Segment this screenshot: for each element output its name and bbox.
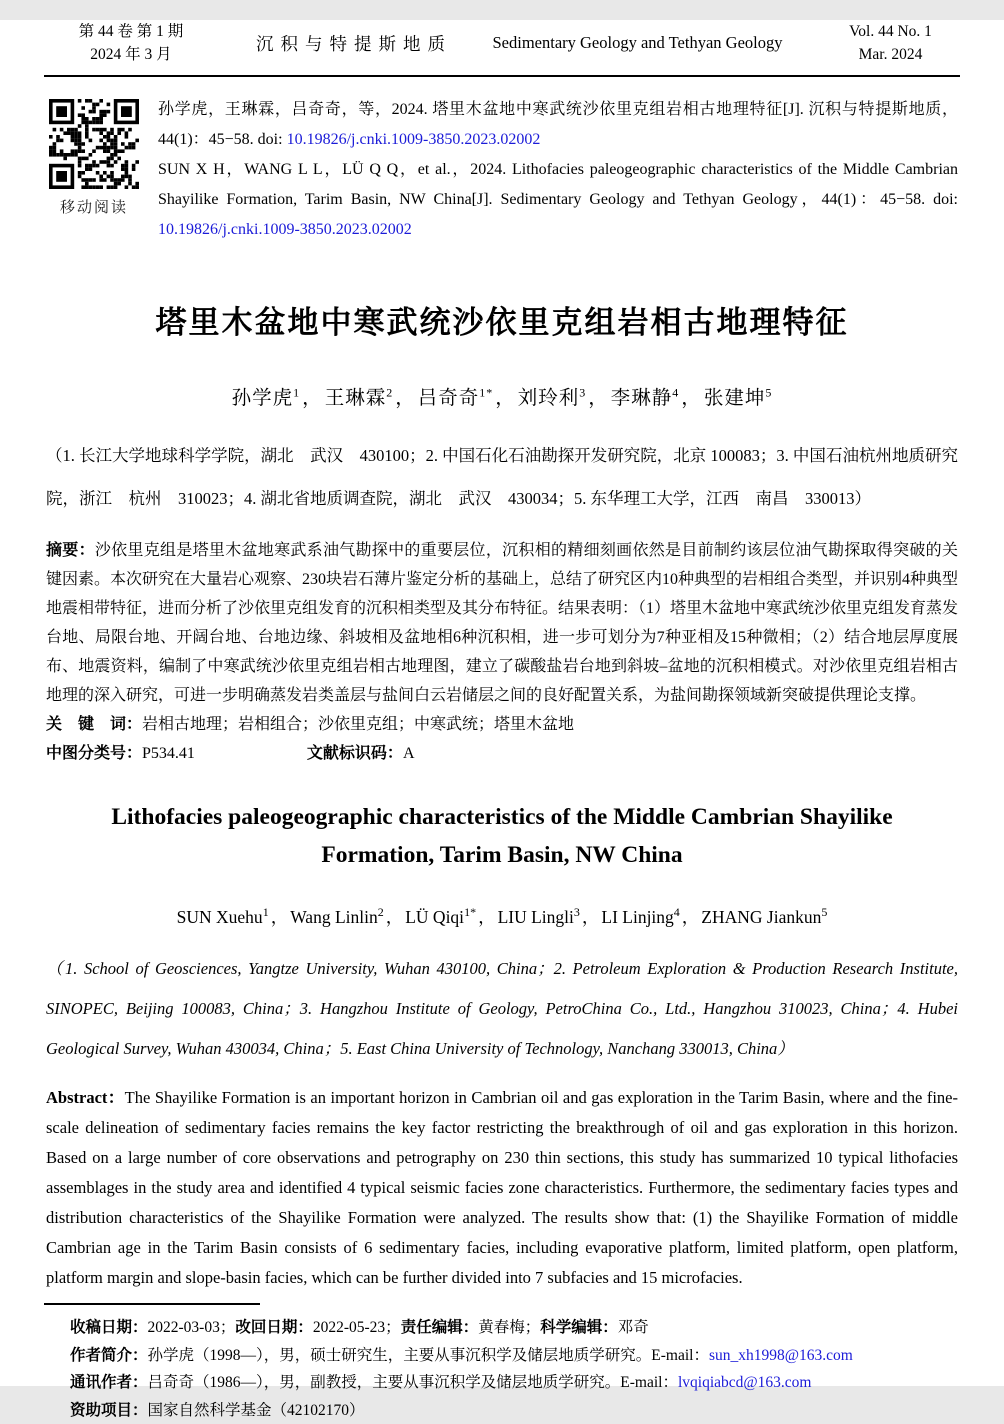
corresponding-label: 通讯作者：: [70, 1374, 148, 1391]
journal-header: [46, 20, 958, 66]
science-editor-label: 科学编辑：: [540, 1319, 618, 1336]
abstract-label-en: Abstract：: [46, 1088, 125, 1107]
author-en: LIU Lingli$^3$: [498, 907, 580, 927]
author-separator: ，: [680, 907, 702, 927]
author-cn: 李琳静$^4$: [611, 388, 680, 409]
keywords-label: 关 键 词：: [46, 716, 142, 733]
funding-label: 资助项目：: [70, 1402, 148, 1419]
keywords-line: [46, 710, 958, 739]
editor-label: 责任编辑：: [401, 1319, 479, 1336]
footnote-rule: [44, 1303, 260, 1305]
volume-info: [823, 20, 958, 66]
bio-label: 作者简介：: [70, 1347, 148, 1364]
author-en: Wang Linlin$^2$: [290, 907, 384, 927]
author-separator: ，: [493, 388, 518, 409]
funding-text: 国家自然科学基金（42102170）: [148, 1402, 365, 1419]
author-separator: ，: [580, 907, 602, 927]
author-en: LI Linjing$^4$: [601, 907, 679, 927]
author-cn: 孙学虎$^1$: [232, 388, 301, 409]
received-date: 2022-03-03；: [148, 1319, 236, 1336]
received-label: 收稿日期：: [70, 1319, 148, 1336]
clc-value: P534.41: [142, 745, 195, 762]
keywords-text: 岩相古地理；岩相组合；沙依里克组；中寒武统；塔里木盆地: [142, 716, 574, 733]
author-cn: 王琳霖$^2$: [325, 388, 394, 409]
clc-label: 中图分类号：: [46, 745, 142, 762]
authors-cn: [0, 382, 1004, 410]
author-cn: 吕奇奇$^{1*}$: [418, 388, 494, 409]
author-separator: ，: [476, 907, 498, 927]
volume-number-en: Vol. 44 No. 1: [823, 20, 958, 43]
corresponding-email-link[interactable]: lvqiqiabcd@163.com: [678, 1374, 812, 1391]
editor-name: 黄春梅；: [478, 1319, 540, 1336]
footnote-funding: [46, 1397, 958, 1424]
citation-text: [158, 95, 958, 245]
bio-text: 孙学虎（1998—），男，硕士研究生，主要从事沉积学及储层地质学研究。E-mail：: [148, 1347, 709, 1364]
citation-block: [46, 95, 958, 245]
affiliations-en: （1. School of Geosciences, Yangtze University, Wuhan 430100, China；2. Petroleum Exploration & Production Research Institute, SINOPEC, Beijing 100083, China；3. Hangzhou Institute of Geology, PetroChina Co., Ltd., Hangzhou 310023, China；4. Hubei Geological Survey, Wuhan 430034, China；5. East China University of Technology, Nanchang 330013, China）: [46, 949, 958, 1069]
doc-code-value: A: [403, 745, 415, 762]
footnote-author-bio: [46, 1342, 958, 1370]
author-separator: ，: [679, 388, 704, 409]
qr-caption: 移动阅读: [46, 196, 142, 217]
revised-label: 改回日期：: [235, 1319, 313, 1336]
author-separator: ，: [269, 907, 291, 927]
citation-cn: [158, 95, 958, 155]
issue-info: [46, 20, 216, 66]
author-en: LÜ Qiqi$^{1*}$: [405, 907, 476, 927]
abstract-label-cn: 摘要：: [46, 542, 95, 559]
science-editor-name: 邓奇: [618, 1319, 649, 1336]
issue-date-cn: 2024 年 3 月: [46, 43, 216, 66]
author-cn: 张建坤$^5$: [704, 388, 773, 409]
qr-block: [46, 95, 142, 245]
author-en: SUN Xuehu$^1$: [177, 907, 269, 927]
author-separator: ，: [393, 388, 418, 409]
revised-date: 2022-05-23；: [313, 1319, 401, 1336]
citation-cn-text: 孙学虎，王琳霖，吕奇奇，等，2024. 塔里木盆地中寒武统沙依里克组岩相古地理特征[J]. 沉积与特提斯地质，44(1)：45−58. doi:: [158, 101, 958, 148]
classification-line: [46, 739, 958, 768]
journal-title-en: Sedimentary Geology and Tethyan Geology: [452, 33, 823, 53]
doi-link-en[interactable]: 10.19826/j.cnki.1009-3850.2023.02002: [158, 221, 412, 238]
footnote-dates: [46, 1314, 958, 1342]
citation-en: [158, 155, 958, 245]
author-separator: ，: [586, 388, 611, 409]
citation-en-text: SUN X H，WANG L L，LÜ Q Q，et al.，2024. Lithofacies paleogeographic characteristics of the Middle Cambrian Shayilike Formation, Tarim Basin, NW China[J]. Sedimentary Geology and Tethyan Geology，44(1)：45−58. doi:: [158, 161, 958, 208]
journal-title-cn: 沉积与特提斯地质: [256, 31, 452, 56]
abstract-text-cn: 沙依里克组是塔里木盆地寒武系油气勘探中的重要层位，沉积相的精细刻画依然是目前制约该层位油气勘探取得突破的关键因素。本次研究在大量岩心观察、230块岩石薄片鉴定分析的基础上，总结了研究区内10种典型的岩相组合类型，并识别4种典型地震相带特征，进而分析了沙依里克组发育的沉积相类型及其分布特征。结果表明：（1）塔里木盆地中寒武统沙依里克组发育蒸发台地、局限台地、开阔台地、台地边缘、斜坡相及盆地相6种沉积相，进一步可划分为7种亚相及15种微相；（2）结合地层厚度展布、地震资料，编制了中寒武统沙依里克组岩相古地理图，建立了碳酸盐岩台地到斜坡–盆地的沉积相模式。对沙依里克组岩相古地理的深入研究，可进一步明确蒸发岩类盖层与盐间白云岩储层之间的良好配置关系，为盐间勘探领域新突破提供理论支撑。: [46, 542, 958, 704]
doi-link-cn[interactable]: 10.19826/j.cnki.1009-3850.2023.02002: [287, 131, 541, 148]
author-email-link[interactable]: sun_xh1998@163.com: [709, 1347, 853, 1364]
author-cn: 刘玲利$^3$: [518, 388, 587, 409]
author-en: ZHANG Jiankun$^5$: [701, 907, 827, 927]
affiliations-cn: （1. 长江大学地球科学学院，湖北 武汉 430100；2. 中国石化石油勘探开发研究院，北京 100083；3. 中国石油杭州地质研究院，浙江 杭州 310023；4. 湖北省地质调查院，湖北 武汉 430034；5. 东华理工大学，江西 南昌 330013）: [46, 434, 958, 520]
footnote-corresponding: [46, 1369, 958, 1397]
abstract-cn: [46, 536, 958, 710]
authors-en: [0, 904, 1004, 929]
author-separator: ，: [300, 388, 325, 409]
author-separator: ，: [384, 907, 406, 927]
volume-date-en: Mar. 2024: [823, 43, 958, 66]
corresponding-text: 吕奇奇（1986—），男，副教授，主要从事沉积学及储层地质学研究。E-mail：: [148, 1374, 678, 1391]
doc-code-label: 文献标识码：: [307, 745, 403, 762]
article-title-en: Lithofacies paleogeographic characteristics of the Middle Cambrian Shayilike Formation, Tarim Basin, NW China: [62, 798, 942, 874]
article-title-cn: 塔里木盆地中寒武统沙依里克组岩相古地理特征: [30, 297, 974, 342]
paper-page: [0, 20, 1004, 1386]
issue-volume-cn: 第 44 卷 第 1 期: [46, 20, 216, 43]
footnote-block: [46, 1314, 958, 1424]
qr-code: [49, 99, 139, 189]
header-rule: [44, 75, 960, 77]
abstract-text-en: The Shayilike Formation is an important horizon in Cambrian oil and gas exploration in the Tarim Basin, where and the fine-scale delineation of sedimentary facies remains the key factor restricting the breakthrough of oil and gas exploration in this horizon. Based on a large number of core observations and petrography on 230 thin sections, this study has summarized 10 typical lithofacies assemblages in the study area and identified 4 typical seismic facies zone characteristics. Furthermore, the sedimentary facies types and distribution characteristics of the Shayilike Formation were analyzed. The results show that: (1) the Shayilike Formation of middle Cambrian age in the Tarim Basin consists of 6 sedimentary facies, including evaporative platform, limited platform, open platform, platform margin and slope-basin facies, which can be further divided into 7 subfacies and 15 microfacies.: [46, 1088, 958, 1287]
abstract-en: [46, 1083, 958, 1293]
